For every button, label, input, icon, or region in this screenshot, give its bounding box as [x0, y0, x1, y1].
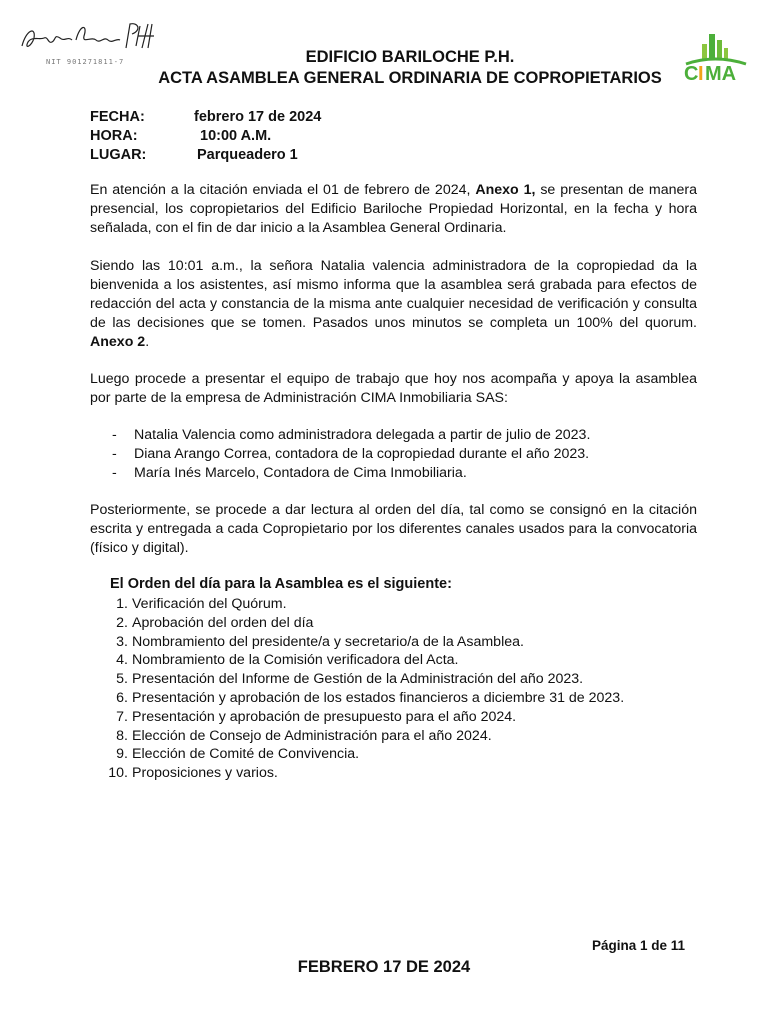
list-item — [96, 727, 624, 746]
item-text: Verificación del Quórum. — [132, 596, 287, 612]
p1-text-a: En atención a la citación enviada el 01 de febrero de 2024, — [90, 182, 476, 198]
item-number: 1. — [116, 596, 128, 612]
list-item — [96, 670, 624, 689]
list-item — [96, 595, 624, 614]
svg-text:C: C — [684, 63, 699, 85]
item-text: Elección de Consejo de Administración para el año 2024. — [132, 727, 492, 744]
document-title: EDIFICIO BARILOCHE P.H. — [305, 48, 515, 66]
meeting-info — [90, 108, 321, 165]
team-member: Diana Arango Correa, contadora de la copropiedad durante el año 2023. — [134, 446, 590, 462]
item-text: Nombramiento del presidente/a y secretario/a de la Asamblea. — [132, 633, 524, 650]
item-text: Presentación del Informe de Gestión de la Administración del año 2023. — [132, 671, 584, 688]
item-number: 9. — [116, 746, 128, 763]
item-number: 8. — [116, 727, 128, 744]
paragraph-welcome — [90, 257, 697, 352]
team-member: María Inés Marcelo, Contadora de Cima Inmobiliaria. — [134, 465, 467, 481]
item-text: Elección de Comité de Convivencia. — [132, 746, 360, 763]
list-item — [96, 708, 624, 727]
hora-value: 10:00 A.M. — [200, 128, 272, 144]
list-item: - María Inés Marcelo, Contadora de Cima Inmobiliaria. — [112, 465, 467, 481]
team-member: Natalia Valencia como administradora delegada a partir de julio de 2023. — [134, 427, 591, 443]
item-text: Presentación y aprobación de los estados financieros a diciembre 31 de 2023. — [132, 689, 625, 706]
item-text: Nombramiento de la Comisión verificadora del Acta. — [132, 652, 459, 669]
hora-row — [90, 127, 321, 146]
nit-text: NIT 901271811-7 — [46, 58, 125, 66]
fecha-label: FECHA: — [90, 109, 145, 125]
agenda-list — [96, 595, 624, 783]
list-item — [96, 651, 624, 670]
p2-text-a: Siendo las 10:01 a.m., la señora Natalia valencia administradora de la copropiedad da la bienvenida a los asistentes, así mismo informa que la asamblea será grabada para efectos de redacción del acta y constancia de la misma ante cualquier necesidad de verificación y consulta de las decisiones que se tomen. Pasados unos minutos se completa un 100% del quorum. — [90, 258, 697, 331]
team-list — [112, 426, 590, 483]
footer-date: FEBRERO 17 DE 2024 — [297, 958, 471, 976]
item-text: Aprobación del orden del día — [132, 614, 314, 631]
item-number: 3. — [116, 633, 128, 650]
p2-text-c: . — [145, 334, 150, 350]
fecha-value: febrero 17 de 2024 — [194, 109, 322, 125]
document-subtitle: ACTA ASAMBLEA GENERAL ORDINARIA DE COPROPIETARIOS — [158, 69, 662, 87]
svg-text:I: I — [698, 63, 704, 85]
paragraph-team-intro: Luego procede a presentar el equipo de trabajo que hoy nos acompaña y apoya la asamblea por parte de la empresa de Administración CIMA Inmobiliaria SAS: — [90, 371, 697, 406]
page-number: Página 1 de 11 — [592, 938, 686, 953]
lugar-row — [90, 146, 321, 165]
item-number: 5. — [116, 671, 128, 688]
item-text: Presentación y aprobación de presupuesto para el año 2024. — [132, 708, 517, 725]
list-item — [96, 689, 624, 708]
paragraph-convocation — [90, 181, 697, 238]
list-item: - Diana Arango Correa, contadora de la copropiedad durante el año 2023. — [112, 446, 590, 462]
item-number: 4. — [116, 652, 128, 669]
item-number: 10. — [108, 765, 128, 782]
lugar-label: LUGAR: — [90, 147, 147, 163]
list-item — [96, 764, 624, 783]
annex-1-ref: Anexo 1, — [475, 182, 536, 198]
list-item — [96, 745, 624, 764]
lugar-value: Parqueadero 1 — [197, 147, 298, 163]
list-item — [96, 614, 624, 633]
item-number: 6. — [116, 689, 128, 706]
svg-text:MA: MA — [705, 63, 737, 85]
item-number: 7. — [116, 708, 128, 725]
agenda-title: El Orden del día para la Asamblea es el siguiente: — [110, 576, 452, 592]
list-item: - Natalia Valencia como administradora delegada a partir de julio de 2023. — [112, 427, 591, 443]
paragraph-agenda-reading: Posteriormente, se procede a dar lectura al orden del día, tal como se consignó en la citación escrita y entregada a cada Copropietario por los diferentes canales usados para la convocatoria (físico y digital). — [90, 502, 697, 556]
list-item — [96, 633, 624, 652]
fecha-row — [90, 108, 321, 127]
annex-2-ref: Anexo 2 — [90, 334, 146, 350]
item-text: Proposiciones y varios. — [132, 765, 278, 782]
hora-label: HORA: — [90, 128, 138, 144]
item-number: 2. — [116, 614, 128, 631]
p1-text-c: se presentan de manera presencial, los copropietarios del Edificio Bariloche Propiedad Horizontal, en la fecha y hora señalada, con el fin de dar inicio a la Asamblea General Ordinaria. — [90, 182, 697, 236]
